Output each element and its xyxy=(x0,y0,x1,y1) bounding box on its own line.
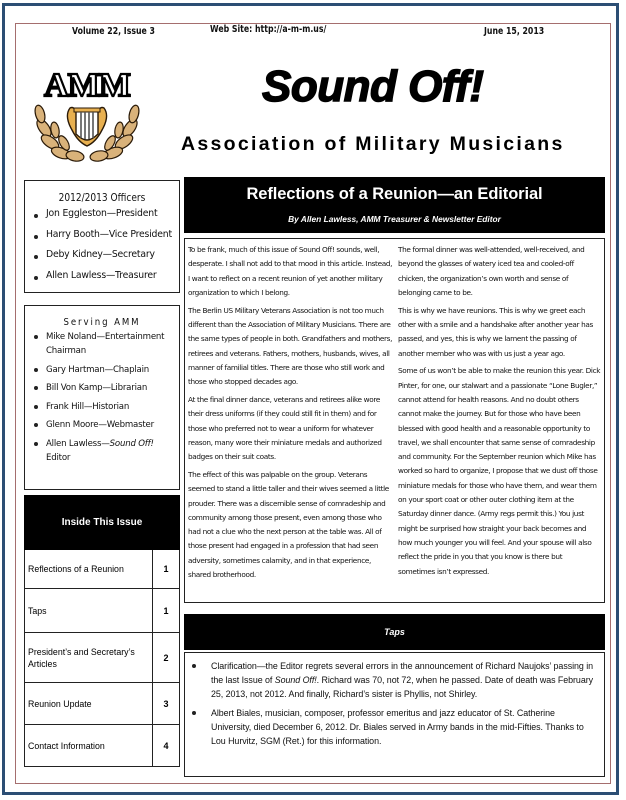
taps-list xyxy=(185,653,604,748)
paragraph: At the final dinner dance, veterans and retirees alike wore their dress uniforms (if they could still fit in them) and for those who preferred not to wear a uniform for whatever reason, many wore their miniature medals and authorized badges on their suit coats. xyxy=(188,394,382,462)
officer-item: Jon Eggleston—President xyxy=(33,208,179,220)
taps-heading: Taps xyxy=(184,614,605,650)
serving-item xyxy=(33,437,179,465)
newsletter-title: Sound Off! xyxy=(262,62,484,111)
toc-row[interactable] xyxy=(24,589,180,633)
taps-item xyxy=(189,706,596,748)
serving-item-pre: Allen Lawless— xyxy=(46,438,110,449)
toc-row[interactable] xyxy=(24,725,180,767)
taps-item-pre: Clarification—the Editor regrets several errors in the announcement of Richard Naujoks’ passing in the last Issue of xyxy=(211,661,594,685)
serving-item: Frank Hill—Historian xyxy=(33,400,179,414)
toc-row[interactable] xyxy=(24,633,180,683)
editorial-column-1 xyxy=(188,243,393,586)
taps-item xyxy=(189,659,596,701)
officer-item: Allen Lawless—Treasurer xyxy=(33,270,179,282)
toc-page: 1 xyxy=(163,564,169,574)
website-link[interactable]: Web Site: http://a-m-m.us/ xyxy=(210,24,327,35)
toc-row[interactable] xyxy=(24,683,180,725)
paragraph: The Berlin US Military Veterans Association is not too much different than the Association of Military Musicians. There are the same types of people in both. Grandfathers and mothers, retirees and veterans. Fathers, mothers, husbands, wives, all manner of familial titles. There are those who still work and those who stopped decades ago. xyxy=(188,305,393,387)
editorial-header xyxy=(184,177,605,233)
taps-body xyxy=(184,652,605,777)
serving-item-italic: Sound Off! xyxy=(109,438,154,449)
editorial-body xyxy=(184,238,605,603)
taps-item-italic: Sound Off! xyxy=(274,675,317,685)
paragraph: The effect of this was palpable on the group. Veterans seemed to stand a little taller and their wives seemed a little prouder. There was a discernible sense of comradeship and community among those present, even among those who had not a clue who the next person at the table was. All of those present had engaged in a profession that had seen adversity, sometimes calamity, and in that experience, shared brotherhood. xyxy=(188,469,389,580)
toc-label: Taps xyxy=(25,589,153,632)
serving-item: Gary Hartman—Chaplain xyxy=(33,363,179,377)
toc-row[interactable] xyxy=(24,550,180,589)
toc-heading: Inside This Issue xyxy=(24,495,180,550)
toc-page: 2 xyxy=(163,652,169,663)
editorial-title: Reflections of a Reunion—an Editorial xyxy=(246,185,543,203)
serving-item: Glenn Moore—Webmaster xyxy=(33,418,179,432)
officers-box xyxy=(24,180,180,293)
serving-item: Bill Von Kamp—Librarian xyxy=(33,381,179,395)
officer-item: Harry Booth—Vice President xyxy=(33,229,179,241)
issue-date: June 15, 2013 xyxy=(484,26,545,37)
paragraph: To be frank, much of this issue of Sound Off! sounds, well, desperate. I shall not add to that mood in this article. Instead, I want to reflect on a recent reunion of yet another military organization to which I belong. xyxy=(188,245,393,297)
svg-text:AMM: AMM xyxy=(44,67,130,104)
toc-label: Reflections of a Reunion xyxy=(25,550,153,588)
editorial-column-2 xyxy=(398,243,601,582)
serving-heading: Serving AMM xyxy=(63,317,141,328)
paragraph: This is why we have reunions. This is why we greet each other with a smile and a handshake after another year has passed, and yes, this is why we lament the passing of another member who was with us just a year ago. xyxy=(398,305,593,358)
paragraph: The formal dinner was well-attended, well-received, and beyond the glasses of watery iced tea and cooled-off chicken, the organization’s own worth and sense of belonging came to be. xyxy=(398,245,585,297)
volume-issue: Volume 22, Issue 3 xyxy=(72,26,155,37)
toc-label: Reunion Update xyxy=(25,683,153,724)
toc-page: 3 xyxy=(163,698,169,709)
officer-item: Deby Kidney—Secretary xyxy=(33,249,179,261)
toc-page: 4 xyxy=(163,740,169,751)
toc-label: Contact Information xyxy=(25,725,153,766)
serving-amm-box xyxy=(24,305,180,490)
editorial-byline: By Allen Lawless, AMM Treasurer & Newsletter Editor xyxy=(288,214,501,224)
serving-item: Mike Noland—Entertainment Chairman xyxy=(33,330,179,358)
amm-logo-icon xyxy=(28,50,146,168)
paragraph: Some of us won’t be able to make the reunion this year. Dick Pinter, for one, our stalwart and a passionate “Lone Bugler,” cannot attend for health reasons. And no doubt others cannot make the journey. But for those who have been blessed with good health and a reasonable opportunity to travel, we shall encounter that same sense of comradeship and community. For the September reunion which Mike has worked so hard to organize, I propose that we dust off those miniature medals for those who have them, and wear them on your sport coat or other outer clothing item at the Saturday dinner dance. (Army regs permit this.) You just might be surprised how straight your back becomes and how much younger you will feel. And your spouse will also reflect the pride in you that you know is there but sometimes isn’t expressed. xyxy=(398,366,601,576)
toc-page: 1 xyxy=(163,605,169,616)
serving-item-post: Editor xyxy=(46,452,71,463)
organization-name: Association of Military Musicians xyxy=(181,133,565,155)
taps-item-post: . Richard was 70, not 72, when he passed. Date of death was February 25, 2013, not 2012. And finally, Richard’s sister is Phyllis, not Shirley. xyxy=(211,675,593,699)
officers-heading: 2012/2013 Officers xyxy=(58,192,146,204)
serving-list xyxy=(25,330,179,465)
toc-label: President’s and Secretary’s Articles xyxy=(25,633,153,682)
officers-list xyxy=(25,208,179,282)
taps-item-pre: Albert Biales, musician, composer, professor emeritus and jazz educator of St. Catherine University, died December 6, 2012. Dr. Biales served in Army bands in the mid-Fifties. Thanks to Lou Hurvitz, SGM (Ret.) for this information. xyxy=(211,708,584,746)
